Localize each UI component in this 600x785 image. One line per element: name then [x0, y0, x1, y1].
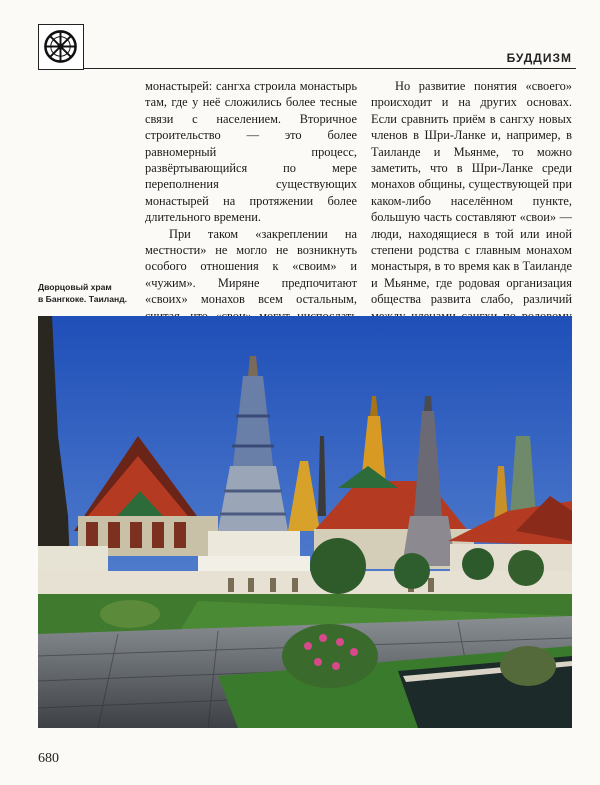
temple-illustration	[38, 316, 572, 728]
caption-line: Дворцовый храм	[38, 282, 112, 292]
text-column-2	[371, 78, 572, 341]
photo-caption	[38, 281, 143, 305]
page-number: 680	[38, 751, 59, 766]
paragraph: Но развитие понятия «своего» происходит и на других основах. Если сравнить приём в сангху новых членов в Шри-Ланке и, например, в Таиланде и Мьянме, то можно заметить, что в Шри-Ланке среди монахов общины, существующей при каком-либо населённом пункте, большую часть составляют «свои» — люди, находящиеся в той или иной степени родства с главным монахом монастыря, в то время как в Таиланде и Мьянме, где родовая организация общества развита слабо, различий	[371, 79, 572, 307]
paragraph: При таком «закреплении на местности» не могло не возникнуть особого отношения к «своим» и «чужим». Миряне предпочитают «своих» монахов всем остальным,	[145, 226, 357, 307]
section-logo	[38, 24, 84, 70]
header-rule	[84, 68, 576, 69]
dharma-wheel-icon	[43, 29, 78, 64]
paragraph: монастырей: сангха строила монастырь там, где у неё сложились более тесные связи с населением. Вторичное строительство — это более равномерный процесс, развёртывающийся по мере переполнения существующих монастырей на протяжении более длительного времени.	[145, 79, 357, 225]
caption-line: в Бангкоке. Таиланд.	[38, 294, 128, 304]
temple-photo	[38, 316, 572, 728]
section-title: БУДДИЗМ	[506, 51, 572, 65]
